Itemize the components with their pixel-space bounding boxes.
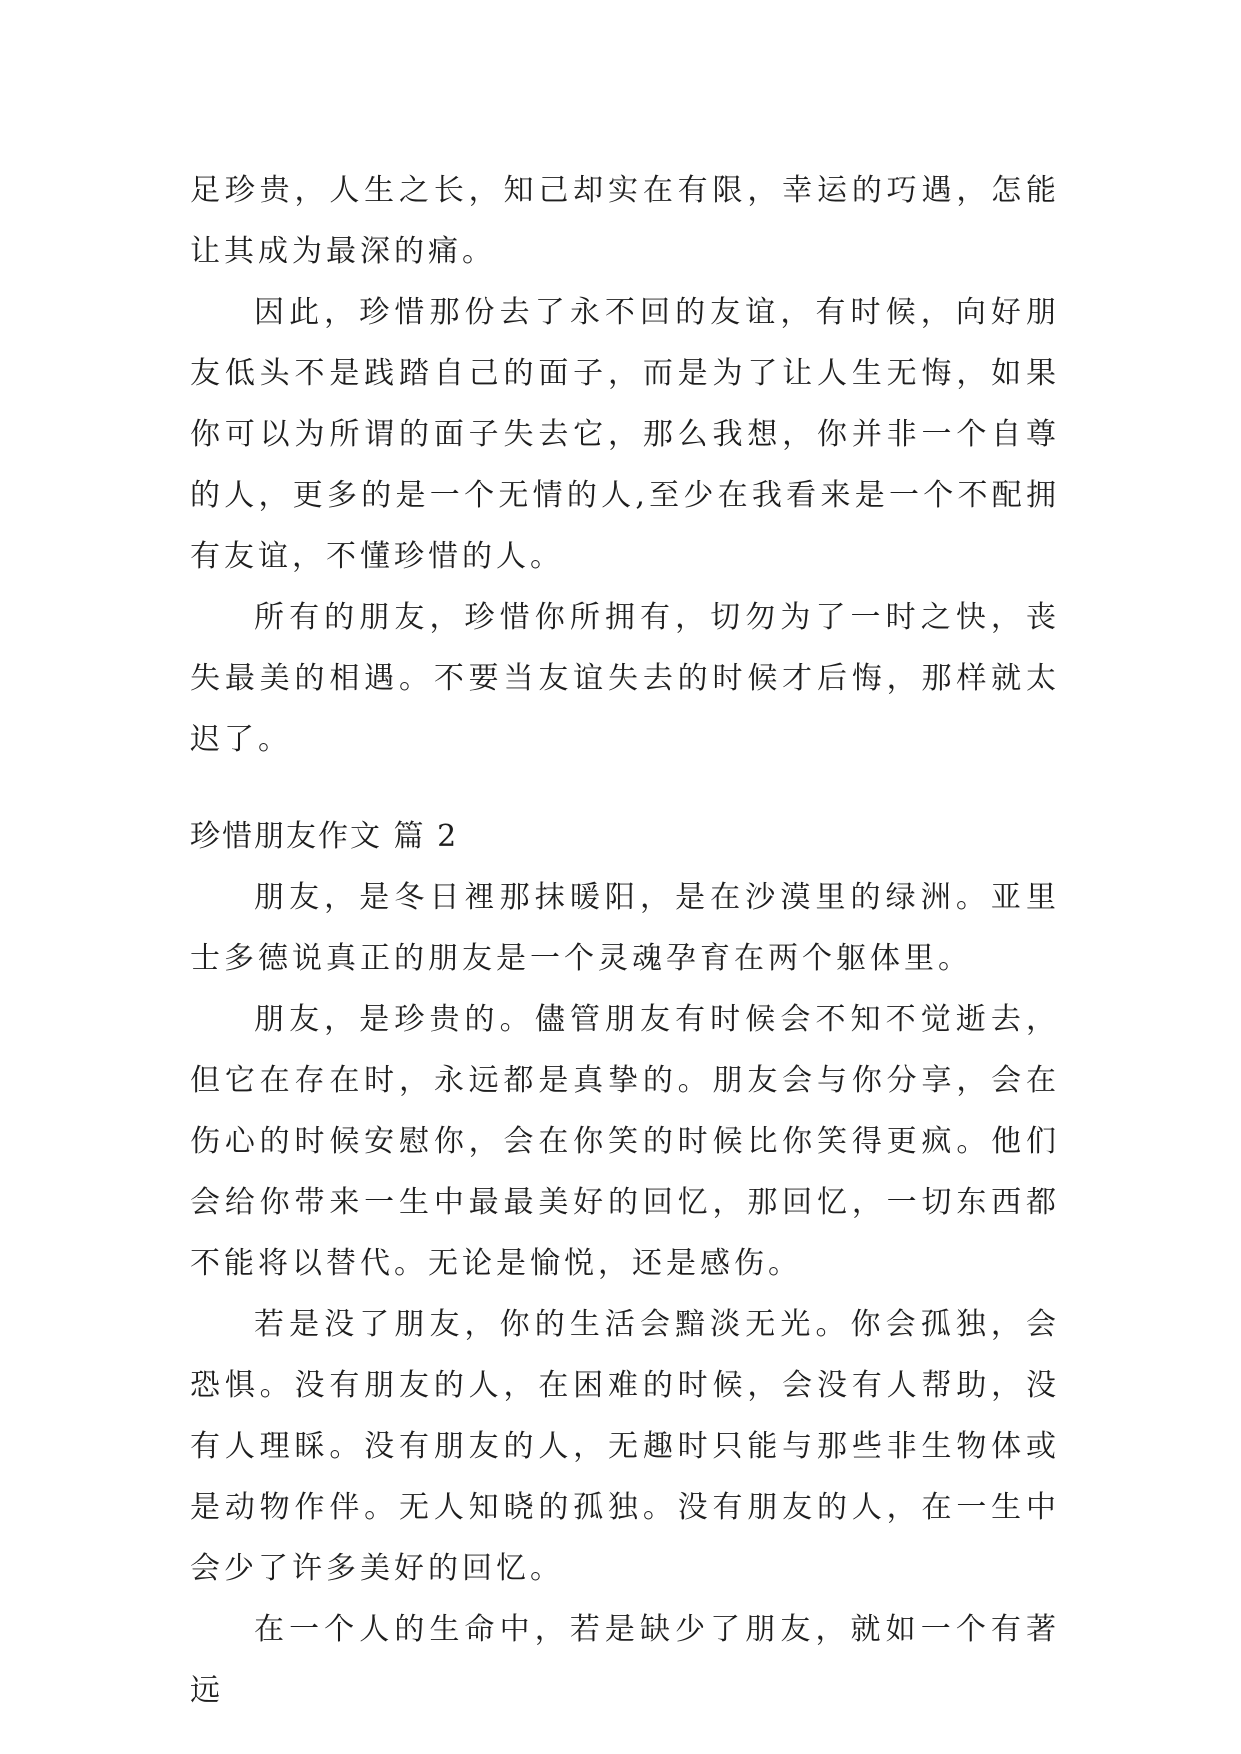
paragraph: 若是没了朋友，你的生活会黯淡无光。你会孤独，会恐惧。没有朋友的人，在困难的时候，会没有人帮助，没有人理睬。没有朋友的人，无趣时只能与那些非生物体或是动物作伴。无人知晓的孤独。没有朋友的人，在一生中会少了许多美好的回忆。 [190,1307,1060,1586]
paragraph: 朋友，是冬日裡那抹暖阳，是在沙漠里的绿洲。亚里士多德说真正的朋友是一个灵魂孕育在两个躯体里。 [190,880,1060,976]
document-body [190,160,1060,1721]
paragraph: 朋友，是珍贵的。儘管朋友有时候会不知不觉逝去，但它在存在时，永远都是真挚的。朋友会与你分享，会在伤心的时候安慰你，会在你笑的时候比你笑得更疯。他们会给你带来一生中最最美好的回忆，那回忆，一切东西都不能将以替代。无论是愉悦，还是感伤。 [190,1002,1060,1281]
paragraph: 在一个人的生命中，若是缺少了朋友，就如一个有著远 [190,1612,1060,1708]
paragraph: 所有的朋友，珍惜你所拥有，切勿为了一时之快，丧失最美的相遇。不要当友谊失去的时候才后悔，那样就太迟了。 [190,600,1060,757]
paragraph: 足珍贵，人生之长，知己却实在有限，幸运的巧遇，怎能让其成为最深的痛。 [190,173,1060,269]
section-title: 珍惜朋友作文 篇 2 [190,819,459,854]
paragraph: 因此，珍惜那份去了永不回的友谊，有时候，向好朋友低头不是践踏自己的面子，而是为了让人生无悔，如果你可以为所谓的面子失去它，那么我想，你并非一个自尊的人，更多的是一个无情的人,至少在我看来是一个不配拥有友谊，不懂珍惜的人。 [190,295,1060,574]
